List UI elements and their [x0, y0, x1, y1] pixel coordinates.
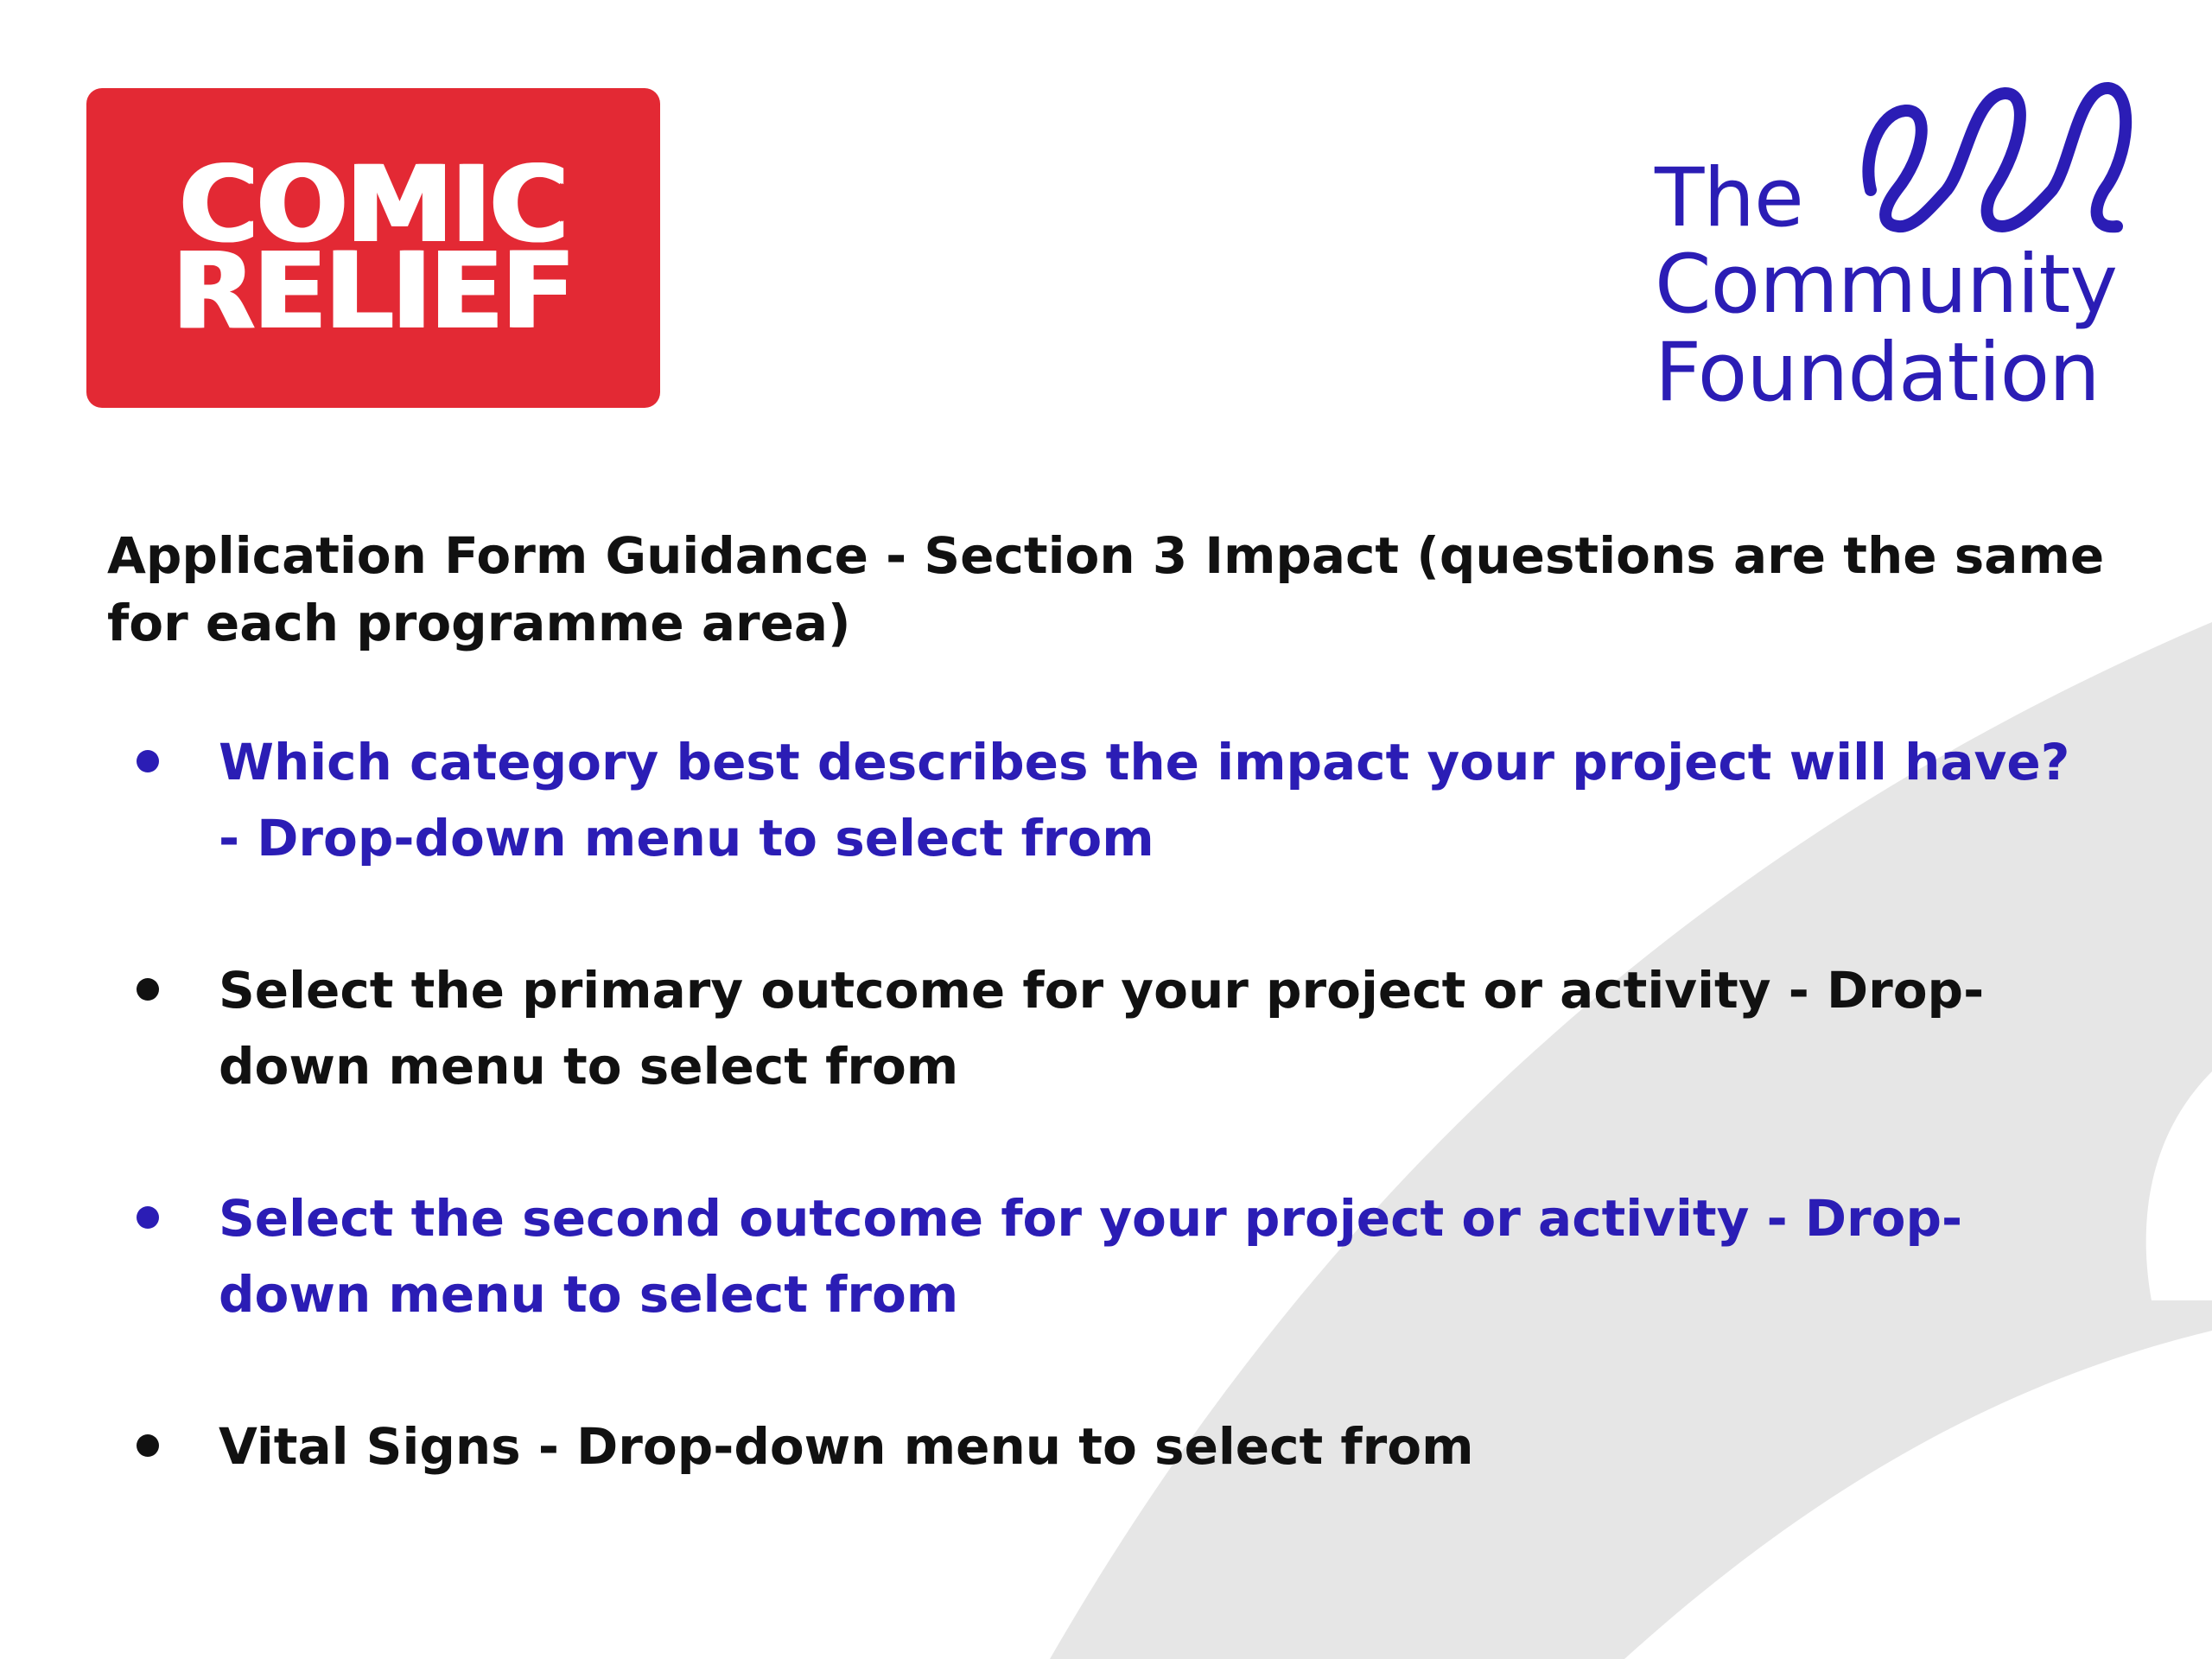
list-item	[128, 724, 2081, 876]
community-foundation-logo	[1655, 60, 2156, 423]
comic-relief-logo-line1: COMIC	[179, 143, 568, 266]
community-foundation-swirl-icon	[1845, 60, 2139, 242]
community-foundation-logo-line3: Foundation	[1655, 326, 2100, 420]
community-foundation-logo-line1: The	[1655, 151, 1803, 245]
list-item-text: Vital Signs - Drop-down menu to select from	[219, 1417, 1474, 1476]
comic-relief-logo-line2: RELIEF	[172, 230, 575, 353]
community-foundation-logo-line2: Community	[1655, 238, 2118, 332]
list-item-text: Select the second outcome for your project or activity - Drop-down menu to select from	[219, 1189, 1963, 1324]
bullet-dot-icon	[137, 1206, 159, 1229]
list-item	[128, 1180, 2081, 1332]
list-item	[128, 1408, 2081, 1484]
list-item-text: Which category best describes the impact your project will have? - Drop-down menu to select from	[219, 733, 2070, 868]
bullet-dot-icon	[137, 978, 159, 1001]
list-item-text: Select the primary outcome for your project or activity - Drop-down menu to select from	[219, 961, 1985, 1096]
page-title: Application Form Guidance - Section 3 Impact (questions are the same for each programme area)	[107, 526, 2105, 652]
bullet-dot-icon	[137, 1434, 159, 1457]
bullet-dot-icon	[137, 750, 159, 772]
list-item	[128, 952, 2081, 1104]
comic-relief-logo	[86, 88, 660, 408]
guidance-bullet-list	[128, 724, 2081, 1484]
